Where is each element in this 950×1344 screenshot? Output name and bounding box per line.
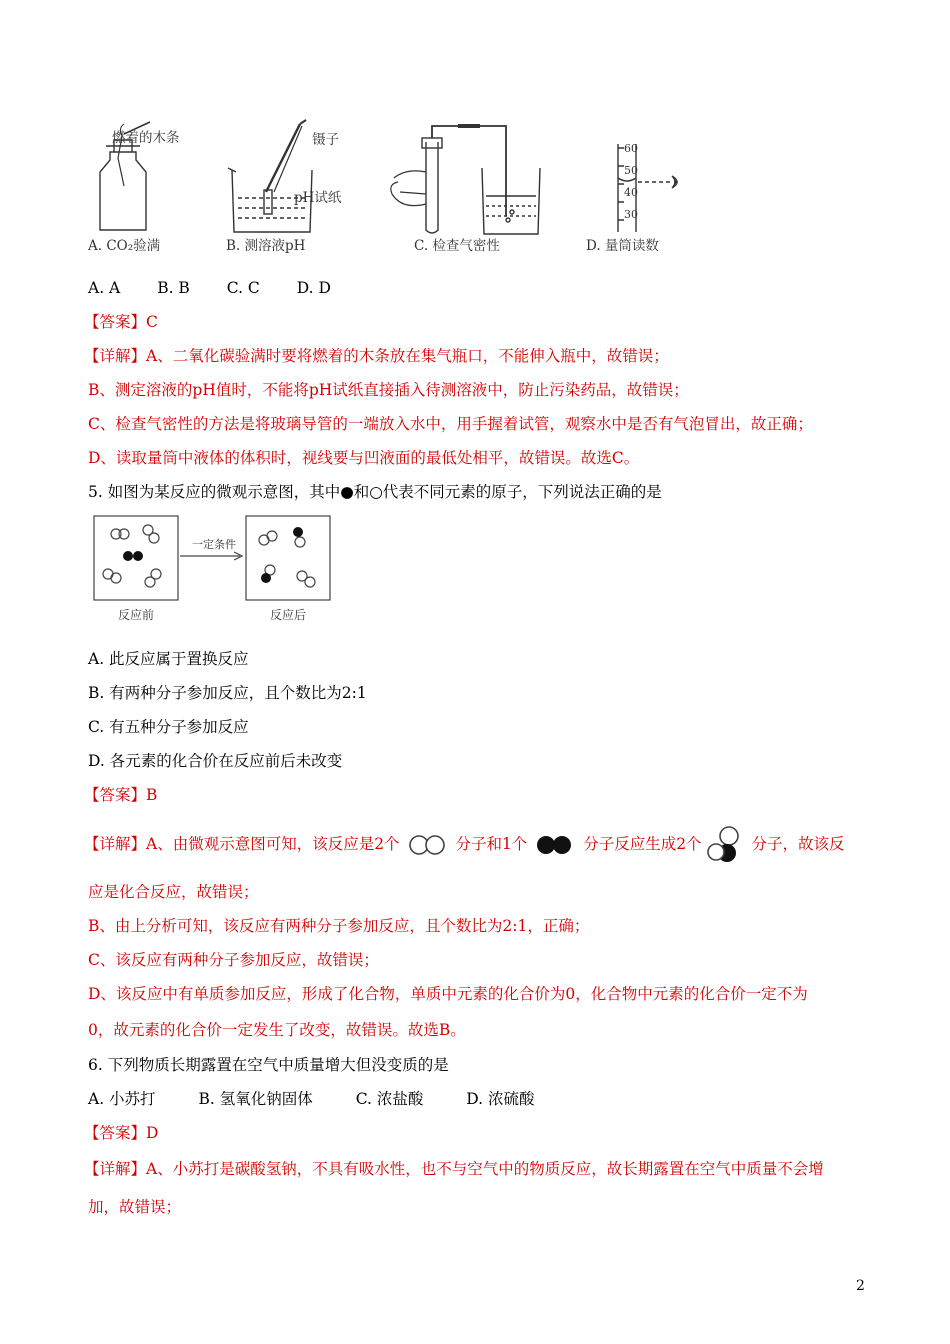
q5-explanation-a-part3: 分子反应生成2个 (583, 835, 702, 853)
reaction-arrow-label: 一定条件 (192, 538, 236, 551)
q5-explanation-d2: 0，故元素的化合价一定发生了改变，故错误。故选B。 (88, 1021, 466, 1039)
q5-explanation-a-part2: 分子和1个 (455, 835, 528, 853)
q6-options (88, 1088, 573, 1110)
q4-answer: 【答案】C (84, 313, 158, 331)
q5-explanation-a (84, 824, 844, 864)
q5-explanation-a-part1: 【详解】A、由微观示意图可知，该反应是2个 (84, 835, 400, 853)
caption-c: C. 检查气密性 (414, 238, 500, 254)
product-molecule-icon (707, 825, 747, 865)
q5-explanation-a-cont: 应是化合反应，故错误； (88, 883, 259, 901)
q5-explanation-a-part4: 分子，故该反 (751, 835, 845, 853)
q5-stem: 5. 如图为某反应的微观示意图，其中●和○代表不同元素的原子，下列说法正确的是 (88, 483, 662, 501)
q5-explanation-c: C、该反应有两种分子参加反应，故错误； (88, 951, 379, 969)
q4-explanation-b: B、测定溶液的pH值时，不能将pH试纸直接插入待测溶液中，防止污染药品，故错误； (88, 381, 689, 399)
q5-option-b: B. 有两种分子参加反应，且个数比为2:1 (88, 684, 367, 702)
q5-answer: 【答案】B (84, 786, 158, 804)
q6-explanation-a1: 【详解】A、小苏打是碳酸氢钠，不具有吸水性，也不与空气中的物质反应，故长期露置在空气中质量不会增 (84, 1160, 824, 1178)
q6-option: A. 小苏打 (88, 1090, 156, 1108)
cylinder-mark-30: 30 (624, 208, 638, 221)
q6-option: B. 氢氧化钠固体 (198, 1090, 313, 1108)
page-number: 2 (856, 1278, 865, 1294)
q5-option-c: C. 有五种分子参加反应 (88, 718, 249, 736)
q6-option: D. 浓硫酸 (466, 1090, 535, 1108)
cylinder-mark-40: 40 (624, 186, 638, 199)
q4-option: B. B (157, 279, 190, 297)
q4-options (88, 277, 363, 299)
q6-stem: 6. 下列物质长期露置在空气中质量增大但没变质的是 (88, 1056, 449, 1074)
after-reaction-label: 反应后 (270, 608, 307, 622)
q5-option-a: A. 此反应属于置换反应 (88, 650, 249, 668)
q4-explanation-d: D、读取量筒中液体的体积时，视线要与凹液面的最低处相平，故错误。故选C。 (88, 449, 640, 467)
caption-d: D. 量筒读数 (586, 238, 659, 254)
q4-explanation-a: 【详解】A、二氧化碳验满时要将燃着的木条放在集气瓶口，不能伸入瓶中，故错误； (84, 347, 669, 365)
caption-b: B. 测溶液pH (226, 238, 306, 254)
q6-answer: 【答案】D (84, 1124, 159, 1142)
q6-explanation-a2: 加，故错误； (88, 1198, 182, 1216)
q4-explanation-c: C、检查气密性的方法是将玻璃导管的一端放入水中，用手握着试管，观察水中是否有气泡冒出，故正确； (88, 415, 813, 433)
q4-option: C. C (226, 279, 260, 297)
q5-explanation-b: B、由上分析可知，该反应有两种分子参加反应，且个数比为2:1，正确； (88, 917, 590, 935)
black-molecule-icon (532, 833, 578, 857)
ph-paper-label: pH试纸 (294, 190, 342, 206)
white-molecule-icon (405, 833, 451, 857)
q4-option: D. D (296, 279, 331, 297)
before-reaction-label: 反应前 (118, 608, 155, 622)
cylinder-mark-60: 60 (624, 142, 638, 155)
wood-strip-label: 燃着的木条 (112, 130, 180, 146)
tweezers-label: 镊子 (312, 132, 339, 148)
q6-option: C. 浓盐酸 (355, 1090, 424, 1108)
cylinder-mark-50: 50 (624, 164, 638, 177)
caption-a: A. CO₂验满 (88, 238, 161, 254)
q5-option-d: D. 各元素的化合价在反应前后未改变 (88, 752, 343, 770)
q4-option: A. A (88, 279, 121, 297)
lab-operations-figure (88, 112, 708, 262)
q5-explanation-d1: D、该反应中有单质参加反应，形成了化合物，单质中元素的化合价为0，化合物中元素的化合价一定不为 (88, 985, 808, 1003)
reaction-micro-figure (88, 512, 338, 624)
